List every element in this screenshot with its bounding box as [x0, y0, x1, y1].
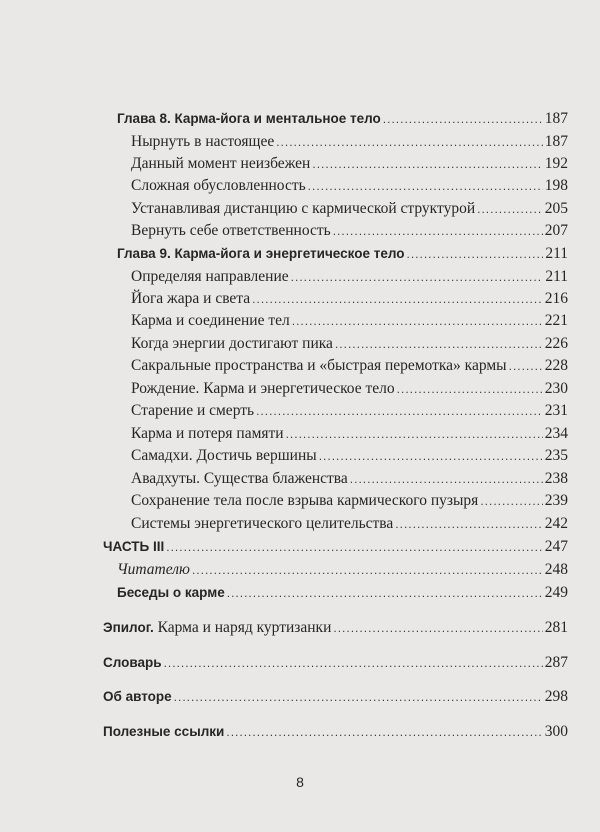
- toc-entry-chapter-8[interactable]: [117, 108, 568, 130]
- leader-dots: [397, 378, 543, 400]
- toc-entry-title: Карма и соединение тел: [131, 312, 290, 329]
- toc-entry-about-author[interactable]: [103, 686, 568, 708]
- toc-entry-title: Данный момент неизбежен: [131, 155, 311, 172]
- toc-entry-title: Глава 9. Карма-йога и энергетическое тело: [117, 246, 405, 261]
- toc-entry-title: ЧАСТЬ III: [103, 539, 165, 554]
- toc-entry[interactable]: [131, 355, 568, 377]
- toc-entry-page: 207: [544, 222, 568, 239]
- toc-entry-page: 231: [544, 402, 568, 419]
- toc-entry-page: 216: [544, 290, 568, 307]
- page-number: 8: [296, 774, 304, 790]
- leader-dots: [350, 468, 543, 490]
- toc-entry-page: 242: [544, 515, 568, 532]
- toc-entry-page: 211: [545, 268, 568, 285]
- toc-entry[interactable]: [131, 131, 568, 153]
- toc-entry-title: Йога жара и света: [131, 290, 251, 307]
- toc-entry[interactable]: [131, 445, 568, 467]
- toc-entry-page: 187: [544, 110, 568, 127]
- toc-entry-title-rest: Карма и наряд куртизанки: [153, 619, 332, 636]
- toc-entry-page: 221: [544, 312, 568, 329]
- toc-entry[interactable]: [131, 490, 568, 512]
- toc-entry-title: Об авторе: [103, 689, 172, 704]
- toc-entry-title: Авадхуты. Существа блаженства: [131, 470, 348, 487]
- leader-dots: [164, 652, 543, 674]
- leader-dots: [291, 266, 544, 288]
- toc-entry-epilogue[interactable]: [103, 617, 568, 639]
- toc-entry[interactable]: [131, 513, 568, 535]
- toc-entry-conversations[interactable]: [117, 582, 568, 604]
- toc-entry-title: Беседы о карме: [117, 585, 225, 600]
- toc-entry-page: 281: [544, 619, 568, 636]
- toc-entry-title: Карма и потеря памяти: [131, 425, 284, 442]
- toc-entry[interactable]: [131, 423, 568, 445]
- toc-entry-title-bold: Эпилог.: [103, 620, 154, 635]
- toc-entry-page: 226: [544, 335, 568, 352]
- toc-entry-title: Когда энергии достигают пика: [131, 335, 333, 352]
- toc-entry-page: 205: [544, 200, 568, 217]
- toc-entry-page: 211: [545, 245, 568, 262]
- toc-entry-title: Определяя направление: [131, 268, 289, 285]
- toc-entry[interactable]: [131, 333, 568, 355]
- toc-entry-title: Системы энергетического целительства: [131, 515, 394, 532]
- toc-entry[interactable]: [131, 175, 568, 197]
- leader-dots: [174, 686, 543, 708]
- toc-entry-page: 300: [544, 723, 568, 740]
- leader-dots: [333, 220, 543, 242]
- toc-entry-title: Устанавливая дистанцию с кармической структурой: [131, 200, 476, 217]
- toc-entry-page: 249: [544, 584, 568, 601]
- toc-entry-page: 198: [544, 177, 568, 194]
- leader-dots: [227, 582, 543, 604]
- toc-entry[interactable]: [131, 400, 568, 422]
- toc-entry-page: 228: [544, 357, 568, 374]
- toc-entry-title: Сложная обусловленность: [131, 177, 306, 194]
- toc-entry[interactable]: [131, 198, 568, 220]
- toc-entry-page: 238: [544, 470, 568, 487]
- leader-dots: [319, 445, 543, 467]
- toc-entry-title: Читателю: [117, 561, 190, 578]
- leader-dots: [166, 536, 542, 558]
- toc-entry-title: Самадхи. Достичь вершины: [131, 447, 317, 464]
- toc-entry[interactable]: [131, 266, 568, 288]
- toc-entry[interactable]: [131, 153, 568, 175]
- leader-dots: [286, 423, 543, 445]
- toc-entry-page: 239: [544, 492, 568, 509]
- leader-dots: [292, 310, 543, 332]
- toc-entry-page: 187: [544, 133, 568, 150]
- toc-entry-reader[interactable]: [117, 559, 568, 581]
- toc-entry-title: Нырнуть в настоящее: [131, 133, 275, 150]
- leader-dots: [335, 333, 543, 355]
- toc-entry-glossary[interactable]: [103, 652, 568, 674]
- toc-entry[interactable]: [131, 468, 568, 490]
- toc-entry-chapter-9[interactable]: [117, 243, 568, 265]
- leader-dots: [276, 131, 543, 153]
- toc-entry-page: 230: [544, 380, 568, 397]
- toc-entry-title: Старение и смерть: [131, 402, 255, 419]
- toc-entry[interactable]: [131, 378, 568, 400]
- toc-entry[interactable]: [131, 220, 568, 242]
- leader-dots: [406, 243, 543, 265]
- leader-dots: [395, 513, 542, 535]
- toc-entry-page: 298: [544, 688, 568, 705]
- toc-entry-page: 287: [544, 654, 568, 671]
- toc-entry-page: 248: [544, 561, 568, 578]
- leader-dots: [192, 559, 543, 581]
- toc-entry[interactable]: [131, 310, 568, 332]
- toc-entry[interactable]: [131, 288, 568, 310]
- toc-entry-page: 192: [544, 155, 568, 172]
- leader-dots: [308, 175, 543, 197]
- leader-dots: [333, 617, 542, 639]
- toc-entry-title: Полезные ссылки: [103, 724, 225, 739]
- toc-entry-title: Сакральные пространства и «быстрая перемотка» кармы: [131, 357, 507, 374]
- leader-dots: [252, 288, 543, 310]
- toc-entry-page: 235: [544, 447, 568, 464]
- toc-entry-page: 234: [544, 425, 568, 442]
- leader-dots: [256, 400, 543, 422]
- leader-dots: [480, 490, 542, 512]
- leader-dots: [312, 153, 542, 175]
- leader-dots: [226, 721, 542, 743]
- toc-entry-title: Рождение. Карма и энергетическое тело: [131, 380, 395, 397]
- leader-dots: [383, 108, 543, 130]
- toc-entry-title: Словарь: [103, 655, 162, 670]
- leader-dots: [509, 355, 543, 377]
- toc-entry-title: Вернуть себе ответственность: [131, 222, 331, 239]
- toc-entry-useful-links[interactable]: [103, 721, 568, 743]
- toc-entry-title: Сохранение тела после взрыва кармического пузыря: [131, 492, 479, 509]
- toc-entry-title: [103, 617, 331, 639]
- leader-dots: [477, 198, 543, 220]
- toc-entry-part-3[interactable]: [103, 536, 568, 558]
- toc-entry-page: 247: [544, 538, 568, 555]
- toc-entry-title: Глава 8. Карма-йога и ментальное тело: [117, 111, 381, 126]
